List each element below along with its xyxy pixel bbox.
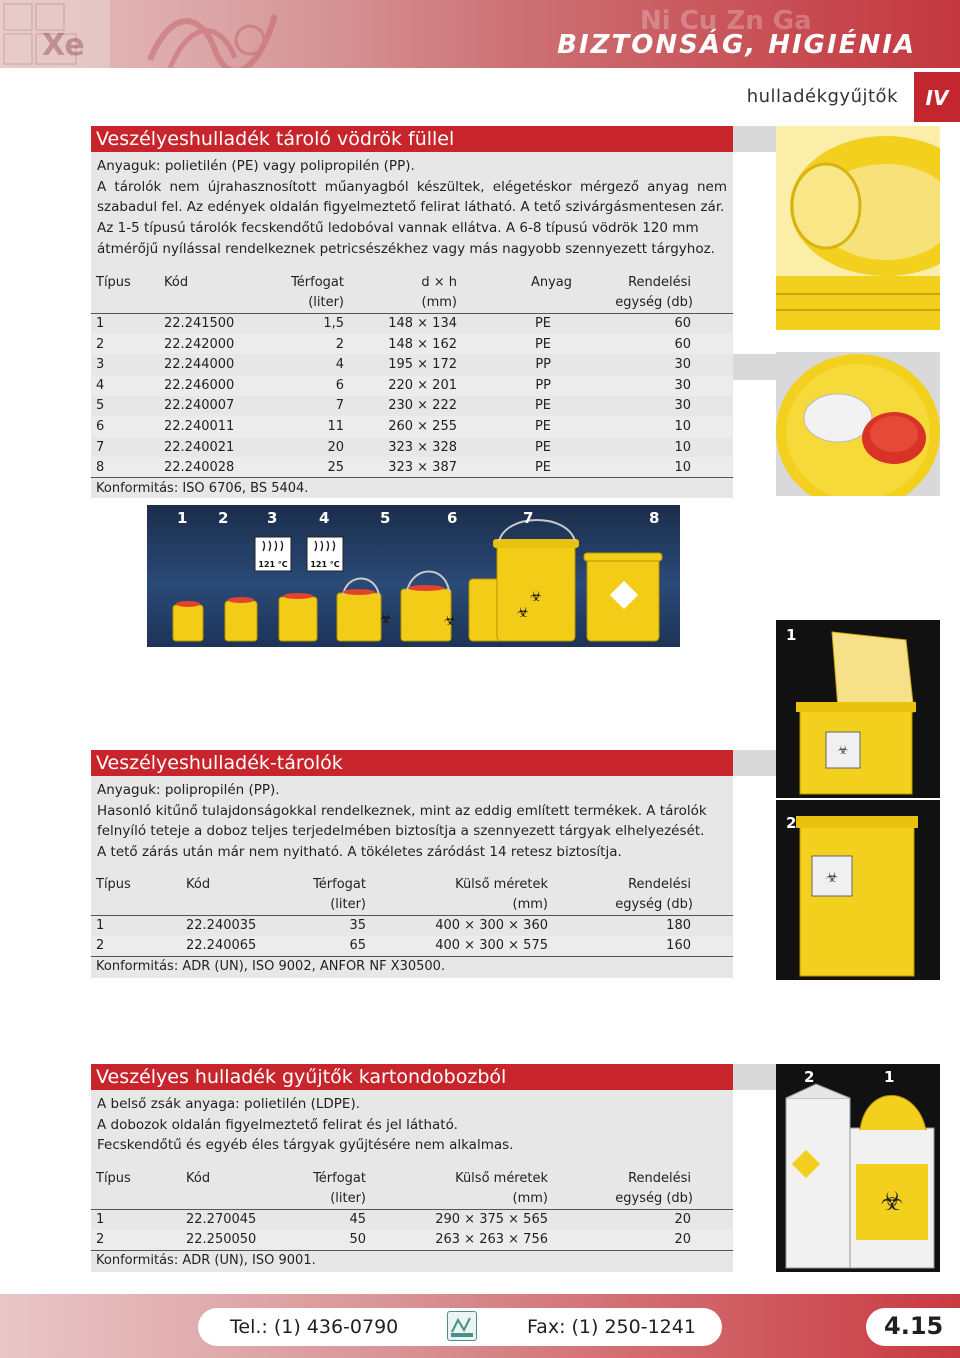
svg-text:☣: ☣ [880,1187,904,1217]
table-cell: 22.240065 [181,936,291,957]
conformity-note: Konformitás: ISO 6706, BS 5404. [91,478,733,499]
desc-line: Anyaguk: polietilén (PE) vagy polipropilén (PP). [97,158,415,174]
desc-line: Anyaguk: polipropilén (PP). [97,782,280,798]
photo-number: 1 [177,509,188,527]
table-cell: 22.270045 [186,1212,257,1228]
col-header: Rendelési [628,876,691,892]
section2-spec-table [91,874,733,977]
unit-label: egység (db) [577,293,733,314]
unit-label: (liter) [269,293,349,314]
table-cell: PP [467,375,577,396]
conformity-note: Konformitás: ADR (UN), ISO 9002, ANFOR NF X30500. [91,956,733,977]
unit-label: egység (db) [553,1189,733,1210]
bucket-lid-illustration [776,126,940,330]
desc-line: felnyíló teteje a doboz teljes terjedelmében biztosítja a szennyezett tárgyak elhelyezését. [97,823,705,840]
unit-label: (mm) [349,293,467,314]
col-header: Külső méretek [455,1170,548,1186]
desc-line: Hasonló kitűnő tulajdonságokkal rendelkeznek, mint az eddig említett termékek. A tárolók [97,802,707,819]
col-header: d × h [421,274,457,290]
svg-text:☣: ☣ [443,613,457,629]
table-cell: 2 [91,936,181,957]
table-row [91,375,733,396]
table-cell: 35 [349,918,366,934]
section3-title: Veszélyes hulladék gyűjtők kartondobozból [91,1064,733,1090]
fax-number: Fax: (1) 250-1241 [527,1316,696,1338]
table-cell: 22.240035 [186,918,257,934]
table-row [91,457,733,478]
table-cell: 30 [674,357,691,373]
table-cell: 60 [577,334,733,355]
table-cell: 22.246000 [159,375,269,396]
table-row [91,354,733,375]
photo-number: 6 [447,509,458,527]
table-cell: 7 [335,398,344,414]
photo-number: 1 [786,626,797,644]
autoclave-label: 121 °C [310,560,340,569]
table-cell: 25 [269,457,349,478]
table-cell: 20 [553,1230,733,1251]
table-cell: 22.240007 [164,398,235,414]
section3-spec-table [91,1168,733,1271]
page-header-banner [0,0,960,68]
autoclave-label: 121 °C [258,560,288,569]
unit-label: (mm) [371,1189,553,1210]
container-open-photo [776,620,940,798]
table-cell: 65 [291,936,371,957]
table-cell: 2 [269,334,349,355]
table-cell: 11 [269,416,349,437]
table-cell: 8 [91,457,159,478]
table-cell: 30 [577,375,733,396]
table-cell: 195 × 172 [388,357,457,373]
table-cell: 10 [674,439,691,455]
unit-label: (liter) [291,895,371,916]
table-row [91,936,733,957]
desc-line: Az 1-5 típusú tárolók fecskendőtű ledobóval vannak ellátva. A 6-8 típusú vödrök 120 mm [97,220,699,237]
photo-number: 8 [649,509,660,527]
table-row [91,1209,733,1230]
photo-number: 2 [804,1068,815,1086]
svg-text:☣: ☣ [516,605,530,621]
desc-line: szabadul fel. Az edények oldalán figyelmeztető felirat látható. A tető szivárgásmentesen zár. [97,199,725,216]
table-cell: 400 × 300 × 575 [371,936,553,957]
table-row [91,1230,733,1251]
ni-cu-zn-decoration: Ni Cu Zn Ga [640,6,812,36]
container-closed-photo [776,800,940,980]
table-row [91,416,733,437]
table-cell: 1 [96,918,105,934]
table-cell: 1,5 [323,316,344,332]
photo-number: 5 [380,509,391,527]
table-cell: 20 [327,439,344,455]
table-unit-row [91,895,733,916]
table-cell: 50 [291,1230,371,1251]
table-cell: PE [534,316,551,332]
table-row [91,334,733,355]
col-header: Kód [164,274,189,290]
table-cell: 6 [91,416,159,437]
table-cell: PE [467,334,577,355]
table-cell: 400 × 300 × 360 [435,918,548,934]
conformity-row [91,1250,733,1271]
col-header: Rendelési [628,274,691,290]
table-row [91,313,733,334]
desc-line: A belső zsák anyaga: polietilén (LDPE). [97,1096,361,1112]
svg-text:☣: ☣ [837,743,849,757]
side-strip [732,354,776,380]
table-cell: PE [467,457,577,478]
table-header-row [91,1168,733,1189]
conformity-note: Konformitás: ADR (UN), ISO 9001. [91,1250,733,1271]
desc-line: Fecskendőtű és egyéb éles tárgyak gyűjtésére nem alkalmas. [97,1137,514,1154]
table-cell: 4 [91,375,159,396]
col-header: Térfogat [313,1170,366,1186]
col-header: Kód [186,876,211,892]
page-number: 4.15 [884,1312,944,1340]
phone-number: Tel.: (1) 436-0790 [230,1316,399,1338]
table-cell: 1 [96,1212,105,1228]
table-cell: 45 [349,1212,366,1228]
table-cell: 323 × 387 [349,457,467,478]
table-cell: 30 [674,398,691,414]
svg-text:☣: ☣ [379,611,393,627]
category-subtitle: hulladékgyűjtők [746,86,898,107]
section1-spec-table [91,272,733,499]
col-header: Térfogat [313,876,366,892]
section2-title: Veszélyeshulladék-tárolók [91,750,733,776]
table-cell: 22.241500 [164,316,235,332]
table-cell: 323 × 328 [388,439,457,455]
table-cell: PP [535,357,551,373]
side-strip [732,750,776,776]
photo-number: 3 [267,509,278,527]
table-cell: 230 × 222 [388,398,457,414]
buckets-photo [147,505,680,647]
table-cell: 22.242000 [159,334,269,355]
col-header: Térfogat [291,274,344,290]
table-unit-row [91,1189,733,1210]
table-cell: 22.250050 [181,1230,291,1251]
table-cell: 148 × 162 [349,334,467,355]
table-cell: 7 [96,439,105,455]
col-header: Külső méretek [455,876,548,892]
unit-label: egység (db) [553,895,733,916]
container-open-illustration [776,620,940,798]
table-cell: 4 [335,357,344,373]
col-header: Típus [96,1170,131,1186]
table-unit-row [91,293,733,314]
cardboard-boxes-photo [776,1064,940,1272]
unit-label: (liter) [291,1189,371,1210]
photo-number: 2 [218,509,229,527]
col-header: Típus [96,274,131,290]
table-cell: 10 [577,416,733,437]
table-row [91,915,733,936]
cardboard-boxes-illustration [776,1064,940,1272]
table-header-row [91,272,733,293]
unit-label: (mm) [371,895,553,916]
photo-number: 7 [523,509,534,527]
table-cell: 148 × 134 [388,316,457,332]
section2-description [91,776,733,872]
table-cell: 22.244000 [164,357,235,373]
table-cell: 3 [96,357,105,373]
table-row [91,437,733,458]
side-strip [732,1064,776,1090]
photo-number: 4 [319,509,330,527]
desc-line: A tető zárás után már nem nyitható. A tökéletes záródást 14 retesz biztosítja. [97,844,622,861]
svg-text:☣: ☣ [825,870,839,886]
col-header: Kód [186,1170,211,1186]
side-strip [732,126,776,152]
section3-description [91,1090,733,1164]
table-cell: 260 × 255 [349,416,467,437]
page-title: BIZTONSÁG, HIGIÉNIA [557,30,916,60]
svg-text:☣: ☣ [529,589,543,605]
table-header-row [91,874,733,895]
conformity-row [91,478,733,499]
table-cell: 2 [91,334,159,355]
photo-number: 1 [884,1068,895,1086]
table-cell: 290 × 375 × 565 [435,1212,548,1228]
company-logo-icon [447,1311,477,1341]
table-cell: 60 [674,316,691,332]
desc-line: A dobozok oldalán figyelmeztető felirat és jel látható. [97,1116,458,1133]
container-closed-illustration [776,800,940,980]
table-row [91,396,733,417]
xe-symbol-decoration: Xe [42,28,85,63]
col-header: Típus [96,876,131,892]
section1-title: Veszélyeshulladék tároló vödrök füllel [91,126,733,152]
chapter-badge: IV [914,72,960,122]
table-cell: 1 [96,316,105,332]
table-cell: 180 [666,918,691,934]
table-cell: 2 [91,1230,181,1251]
table-cell: 22.240028 [159,457,269,478]
desc-line: átmérőjű nyílással rendelkeznek petricsészékhez vagy más nagyobb szennyezett tárgyhoz. [97,240,715,257]
section1-description [91,152,733,270]
col-header: Rendelési [628,1170,691,1186]
col-header: Anyag [530,274,572,290]
table-cell: 5 [96,398,105,414]
table-cell: 160 [553,936,733,957]
photo-number: 2 [786,814,797,832]
table-cell: 20 [674,1212,691,1228]
table-cell: 22.240021 [164,439,235,455]
bucket-lid-top-illustration [776,352,940,496]
table-cell: 10 [577,457,733,478]
table-cell: 263 × 263 × 756 [371,1230,553,1251]
bucket-lid-top-photo [776,352,940,496]
table-cell: PE [534,439,551,455]
table-cell: 22.240011 [159,416,269,437]
table-cell: 220 × 201 [349,375,467,396]
table-cell: PE [534,398,551,414]
table-cell: 6 [269,375,349,396]
table-cell: PE [467,416,577,437]
conformity-row [91,956,733,977]
bucket-lid-photo [776,126,940,330]
desc-line: A tárolók nem újrahasznosított műanyagból készültek, elégetéskor mérgező anyag nem [97,178,727,195]
